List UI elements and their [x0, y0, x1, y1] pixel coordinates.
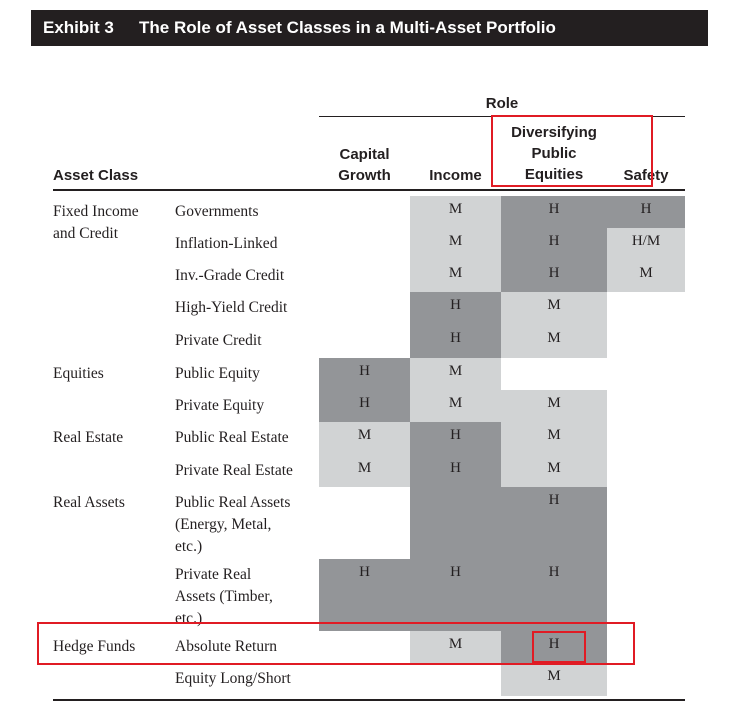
subclass-label: Absolute Return — [175, 638, 278, 655]
asset-class-label: Real Estate — [53, 429, 124, 446]
subclass-label: Private Equity — [175, 397, 265, 414]
cell-cg: H — [319, 358, 410, 390]
cell-div: H — [501, 260, 607, 292]
cell-div: M — [501, 455, 607, 487]
cell-div: H — [501, 487, 607, 559]
cell-div: H — [501, 631, 607, 663]
cell-div: H — [501, 228, 607, 260]
role-header: Role — [485, 95, 519, 112]
subclass-label: Public Real Assets (Energy, Metal, etc.) — [175, 494, 291, 555]
subclass-label: Private Real Assets (Timber, etc.) — [175, 566, 273, 627]
diversifying-header: Diversifying Public Equities — [511, 124, 597, 183]
asset-class-label: Real Assets — [53, 494, 125, 511]
subclass-label: Public Real Estate — [175, 429, 289, 446]
cell-inc: M — [410, 390, 501, 422]
cell-cg: H — [319, 559, 410, 631]
role-rule — [319, 116, 685, 117]
capital-growth-header: Capital Growth — [338, 146, 391, 184]
cell-inc: H — [410, 422, 501, 455]
cell-inc: M — [410, 358, 501, 390]
cell-cg: M — [319, 455, 410, 487]
cell-inc: H — [410, 455, 501, 487]
bottom-rule — [53, 699, 685, 701]
exhibit-banner — [31, 10, 708, 46]
asset-class-label: Hedge Funds — [53, 638, 136, 655]
cell-saf: H/M — [607, 228, 685, 260]
subclass-label: Private Real Estate — [175, 462, 293, 479]
cell-div: M — [501, 390, 607, 422]
subclass-label: High-Yield Credit — [175, 299, 288, 316]
cell-div: M — [501, 663, 607, 696]
safety-header: Safety — [623, 167, 669, 184]
cell-saf: H — [607, 196, 685, 228]
cell-inc: H — [410, 559, 501, 631]
cell-inc: M — [410, 196, 501, 228]
cell-div: M — [501, 422, 607, 455]
cell-div: M — [501, 292, 607, 325]
income-header: Income — [429, 167, 482, 184]
subclass-label: Public Equity — [175, 365, 260, 382]
cell-div: H — [501, 559, 607, 631]
exhibit-label: Exhibit 3 — [43, 18, 114, 37]
cell-inc: M — [410, 631, 501, 663]
subclass-label: Private Credit — [175, 332, 262, 349]
asset-class-label: Equities — [53, 365, 104, 382]
cell-inc: M — [410, 260, 501, 292]
subclass-label: Governments — [175, 203, 259, 220]
asset-class-header: Asset Class — [53, 167, 139, 184]
subclass-label: Inv.-Grade Credit — [175, 267, 285, 284]
cell-div: M — [501, 325, 607, 358]
exhibit-title: The Role of Asset Classes in a Multi-Asset Portfolio — [139, 18, 556, 37]
subclass-label: Equity Long/Short — [175, 670, 291, 687]
asset-class-label: Fixed Income and Credit — [53, 203, 139, 242]
cell-saf: M — [607, 260, 685, 292]
header-rule — [53, 189, 685, 191]
cell-cg: H — [319, 390, 410, 422]
cell-inc: H — [410, 292, 501, 325]
cell-inc — [410, 487, 501, 559]
cell-cg: M — [319, 422, 410, 455]
cell-inc: M — [410, 228, 501, 260]
subclass-label: Inflation-Linked — [175, 235, 278, 252]
cell-div: H — [501, 196, 607, 228]
cell-inc: H — [410, 325, 501, 358]
